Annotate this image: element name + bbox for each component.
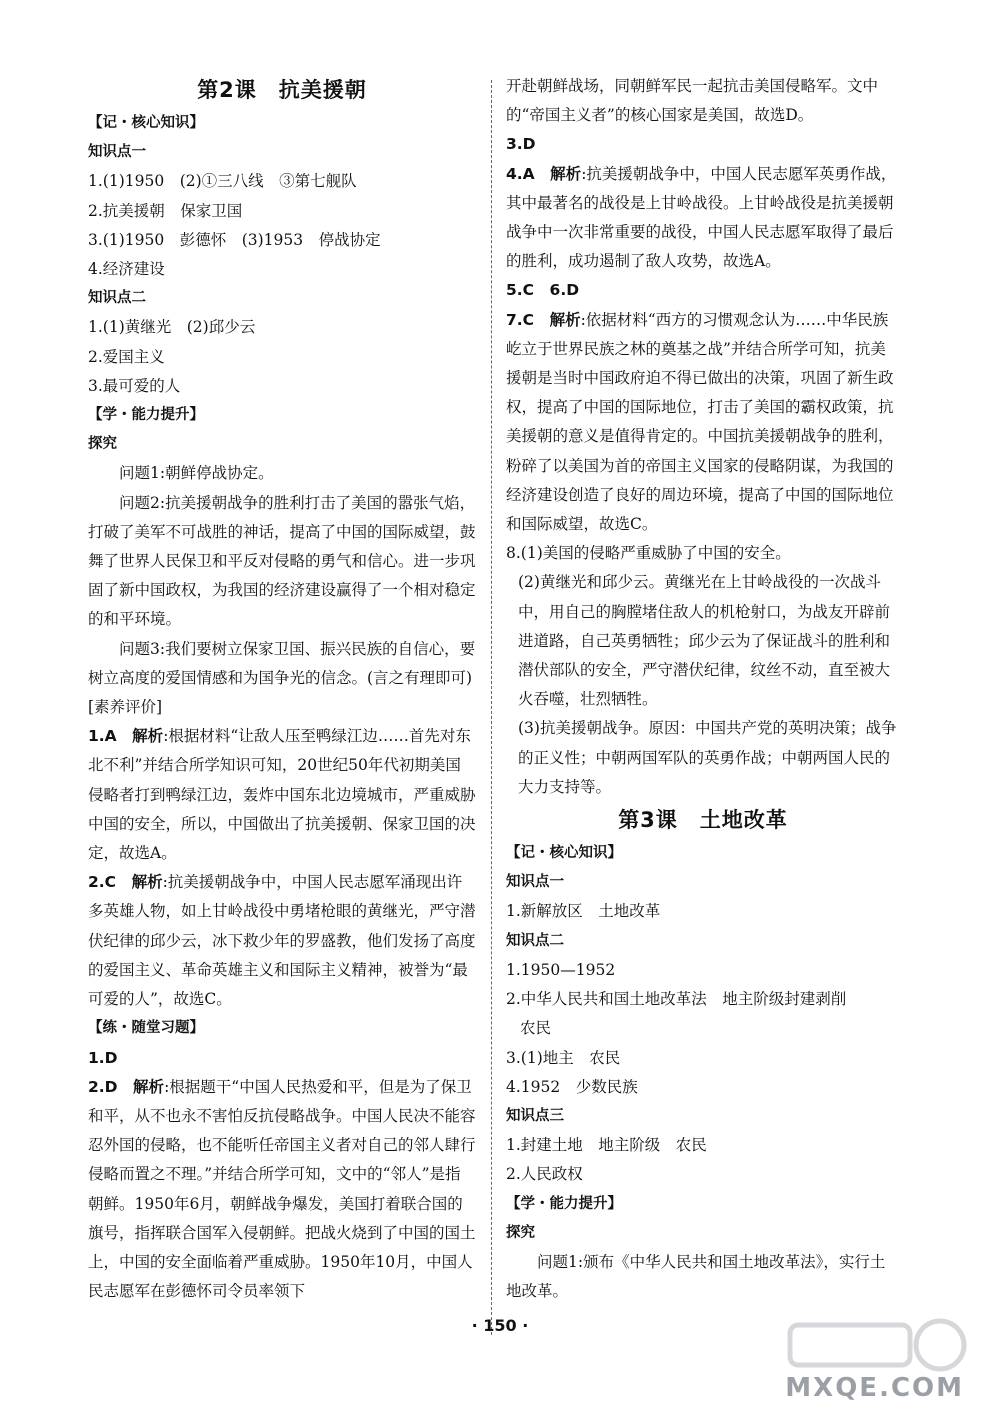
kp2-item: 1.(1)黄继光 (2)邱少云 [88,318,256,337]
practice-answer-3: 3.D [506,135,536,154]
question-3-answer: 问题3:我们要树立保家卫国、振兴民族的自信心，要树立高度的爱国情感和为国争光的信念。(言之有理即可) [88,639,476,687]
kp2-item: 2.爱国主义 [88,347,165,366]
analysis-text: :根据材料“让敌人压至鸭绿江边……首先对东北不利”并结合所学知识可知，20世纪50年代初期美国侵略者打到鸭绿江边，轰炸中国东北边境城市，严重威胁中国的安全，所以，中国做出了抗美援朝、保家卫国的决定，故选A。 [88,727,476,863]
kp2-item-continued: 农民 [520,1019,552,1038]
practice-answer-8-part-2: (2)黄继光和邱少云。黄继光在上甘岭战役的一次战斗中，用自己的胸膛堵住敌人的机枪射口，为战友开辟前进道路，自己英勇牺牲；邱少云为了保证战斗的胜利和潜伏部队的安全，严守潜伏纪律，纹丝不动，直至被大火吞噬，壮烈牺牲。 [518,573,891,709]
knowledge-point-1-heading: 知识点一 [88,144,146,161]
practice-answer-8-part-1: 8.(1)美国的侵略严重威胁了中国的安全。 [506,544,791,563]
section-memory-heading: 【记・核心知识】 [88,115,204,131]
kp1-item: 2.抗美援朝 保家卫国 [88,201,243,220]
lesson-3-title: 第3课 土地改革 [618,808,788,833]
practice-answer-8-part-3: (3)抗美援朝战争。原因：中国共产党的英明决策；战争的正义性；中朝两国军队的英勇作战；中朝两国人民的大力支持等。 [518,719,897,796]
practice-answer-2-continued: 开赴朝鲜战场，同朝鲜军民一起抗击美国侵略军。文中的“帝国主义者”的核心国家是美国，故选D。 [506,77,879,125]
section-practice-heading: 【练・随堂习题】 [88,1020,204,1037]
analysis-label: 解析 [549,310,581,329]
knowledge-point-1-heading: 知识点一 [506,874,564,891]
answer-key: 1.A [88,727,133,746]
right-column [506,72,900,1306]
evaluation-answer-1 [88,722,476,868]
analysis-text: :依据材料“西方的习惯观念认为……中华民族屹立于世界民族之林的奠基之战”并结合所学可知，抗美援朝是当时中国政府迫不得已做出的决策，巩固了新生政权，提高了中国的国际地位，打击了美国的霸权政策，抗美援朝的意义是值得肯定的。中国抗美援朝战争的胜利，粉碎了以美国为首的帝国主义国家的侵略阴谋，为我国的经济建设创造了良好的周边环境，提高了中国的国际地位和国际威望，故选C。 [506,310,894,534]
analysis-label: 解析 [132,727,164,746]
kp3-item: 1.封建土地 地主阶级 农民 [506,1136,707,1155]
kp2-item: 2.中华人民共和国土地改革法 地主阶级封建剥削 [506,990,847,1009]
knowledge-point-2-heading: 知识点二 [506,932,564,949]
analysis-text: :抗美援朝战争中，中国人民志愿军英勇作战，其中最著名的战役是上甘岭战役。上甘岭战役是抗美援朝战争中一次非常重要的战役，中国人民志愿军取得了最后的胜利，成功遏制了敌人攻势，故选A。 [506,164,897,271]
section-memory-heading: 【记・核心知识】 [506,845,622,862]
practice-answer-7 [506,306,900,540]
analysis-label: 解析 [133,1077,165,1096]
answer-key: 4.A [506,164,551,183]
kp1-item: 1.新解放区 土地改革 [506,902,661,921]
column-divider [491,80,492,1335]
answer-key: 2.C [88,873,132,892]
page-number: · 150 · [471,1316,529,1335]
explore-heading: 探究 [88,436,117,453]
analysis-label: 解析 [550,164,582,183]
left-column [88,72,476,1306]
kp2-item: 4.1952 少数民族 [506,1077,638,1096]
practice-answer-5-6: 5.C 6.D [506,281,580,300]
analysis-text: :抗美援朝战争中，中国人民志愿军涌现出许多英雄人物，如上甘岭战役中勇堵枪眼的黄继光，严守潜伏纪律的邱少云，冰下救少年的罗盛教，他们发扬了高度的爱国主义、革命英雄主义和国际主义精神，被誉为“最可爱的人”，故选C。 [88,873,476,1009]
evaluation-answer-2 [88,868,476,1014]
analysis-label: 解析 [131,873,163,892]
practice-answer-1: 1.D [88,1048,118,1067]
kp1-item: 4.经济建设 [88,260,165,279]
kp2-item: 3.(1)地主 农民 [506,1048,621,1067]
lesson-2-title: 第2课 抗美援朝 [197,78,367,102]
practice-answer-2 [88,1073,476,1307]
kp2-item: 3.最可爱的人 [88,376,181,395]
kp1-item: 3.(1)1950 彭德怀 (3)1953 停战协定 [88,230,381,249]
explore-heading: 探究 [506,1224,535,1241]
answer-key: 7.C [506,310,550,329]
kp2-item: 1.1950—1952 [506,960,616,979]
question-1-answer: 问题1:颁布《中华人民共和国土地改革法》，实行土地改革。 [506,1252,886,1301]
watermark-text: MXQE.COM [785,1373,964,1403]
kp1-item: 1.(1)1950 (2)①三八线 ③第七舰队 [88,172,357,191]
answer-key: 2.D [88,1077,134,1096]
analysis-text: :根据题干“中国人民热爱和平，但是为了保卫和平，从不也永不害怕反抗侵略战争。中国人民决不能容忍外国的侵略，也不能听任帝国主义者对自己的邻人肆行侵略而置之不理。”并结合所学可知，文中的“邻人”是指朝鲜。1950年6月，朝鲜战争爆发，美国打着联合国的旗号，指挥联合国军入侵朝鲜。把战火烧到了中国的国土上，中国的安全面临着严重威胁。1950年10月，中国人民志愿军在彭德怀司令员率领下 [88,1077,476,1301]
question-2-answer: 问题2:抗美援朝战争的胜利打击了美国的嚣张气焰，打破了美军不可战胜的神话，提高了中国的国际威望，鼓舞了世界人民保卫和平反对侵略的勇气和信心。进一步巩固了新中国政权，为我国的经济建设赢得了一个相对稳定的和平环境。 [88,493,476,629]
section-ability-heading: 【学・能力提升】 [88,407,204,424]
practice-answer-4 [506,160,900,277]
section-ability-heading: 【学・能力提升】 [506,1195,622,1212]
question-1-answer: 问题1:朝鲜停战协定。 [119,464,274,483]
knowledge-point-3-heading: 知识点三 [506,1107,564,1124]
evaluation-heading: [素养评价] [88,698,163,717]
kp3-item: 2.人民政权 [506,1165,583,1184]
knowledge-point-2-heading: 知识点二 [88,290,146,307]
